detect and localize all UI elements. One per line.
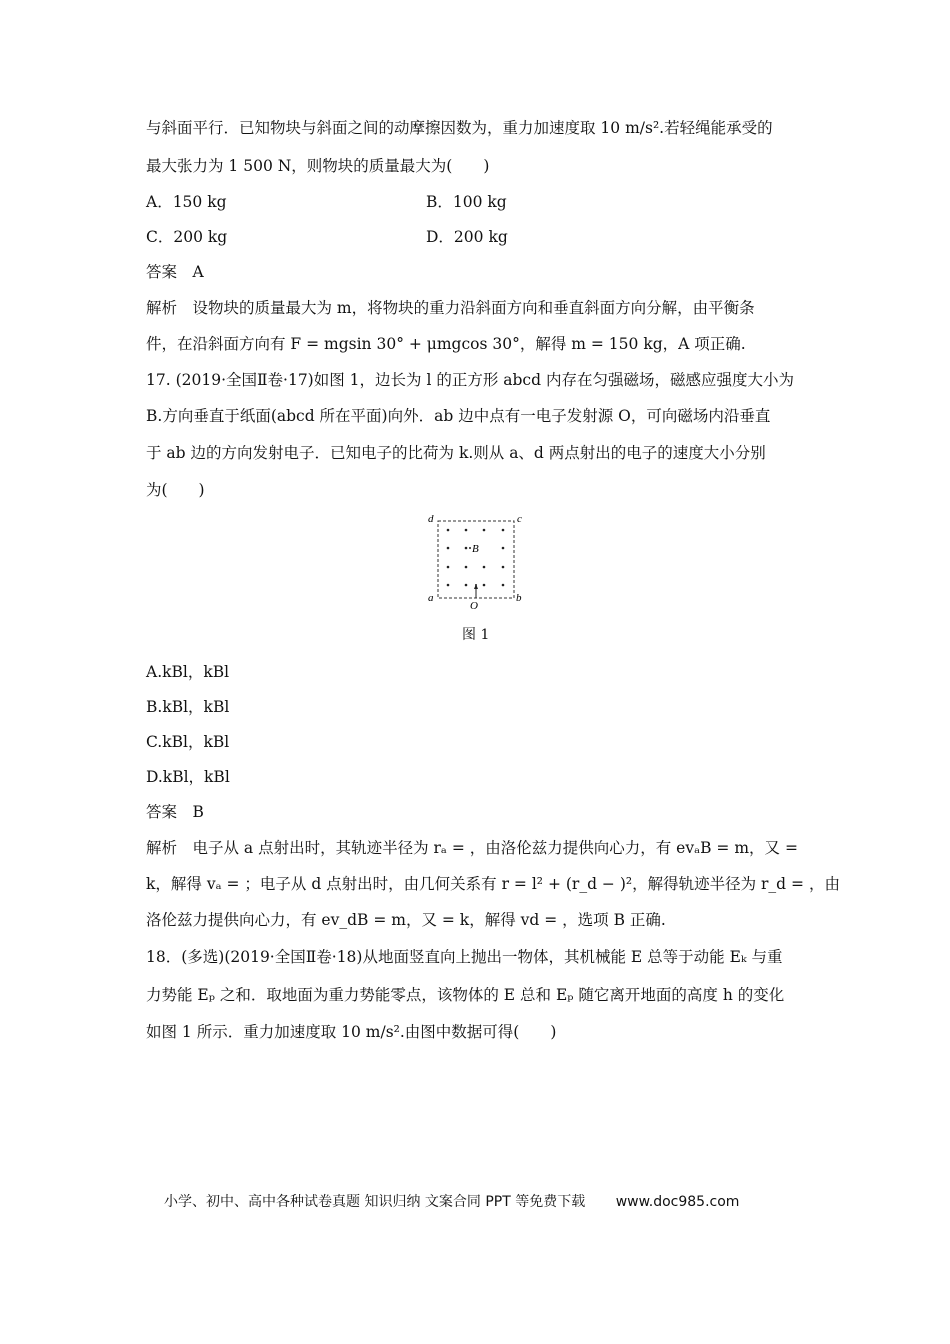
field-label-b: B xyxy=(472,543,479,555)
question-18-line: 力势能 Eₚ 之和．取地面为重力势能零点，该物体的 E 总和 Eₚ 随它离开地面的高度 h 的变化 xyxy=(146,986,785,1004)
explanation-line: 解析 设物块的质量最大为 m，将物块的重力沿斜面方向和垂直斜面方向分解，由平衡条 xyxy=(146,299,755,317)
footer-text: 小学、初中、高中各种试卷真题 知识归纳 文案合同 PPT 等免费下载 xyxy=(164,1194,586,1210)
question-17-line: B.方向垂直于纸面(abcd 所在平面)向外．ab 边中点有一电子发射源 O，可向磁场内沿垂直 xyxy=(146,407,771,425)
corner-label-a: a xyxy=(428,592,434,604)
corner-label-b: b xyxy=(516,592,522,604)
magnetic-field-figure xyxy=(424,508,530,614)
explanation-line: 洛伦兹力提供向心力，有 ev_dB = m，又 = k，解得 vd = ，选项 B 正确. xyxy=(146,911,666,929)
source-label-o: O xyxy=(470,600,478,612)
field-dots xyxy=(447,529,505,587)
text-line: 与斜面平行．已知物块与斜面之间的动摩擦因数为，重力加速度取 10 m/s².若轻绳能承受的 xyxy=(146,119,773,137)
option-d: D．200 kg xyxy=(426,228,508,246)
text-line: 最大张力为 1 500 N，则物块的质量最大为( ) xyxy=(146,157,490,175)
explanation-line: k，解得 vₐ = ；电子从 d 点射出时，由几何关系有 r = l² + (r_d − )²，解得轨迹半径为 r_d = ，由 xyxy=(146,875,840,893)
option-b: B.kBl，kBl xyxy=(146,698,230,716)
answer-17: 答案 B xyxy=(146,803,204,821)
question-17-line: 于 ab 边的方向发射电子．已知电子的比荷为 k.则从 a、d 两点射出的电子的速度大小分别 xyxy=(146,444,766,462)
question-17-line: 为( ) xyxy=(146,481,205,499)
option-b: B．100 kg xyxy=(426,193,507,211)
footer xyxy=(164,1191,739,1211)
figure-caption: 图 1 xyxy=(462,627,490,643)
option-c: C．200 kg xyxy=(146,228,228,246)
corner-label-c: c xyxy=(517,513,522,525)
explanation-line: 解析 电子从 a 点射出时，其轨迹半径为 rₐ = ，由洛伦兹力提供向心力，有 evₐB = m，又 = xyxy=(146,839,798,857)
corner-label-d: d xyxy=(428,513,434,525)
option-d: D.kBl，kBl xyxy=(146,768,230,786)
option-a: A.kBl，kBl xyxy=(146,663,230,681)
question-17-line: 17. (2019·全国Ⅱ卷·17)如图 1，边长为 l 的正方形 abcd 内存在匀强磁场，磁感应强度大小为 xyxy=(146,371,794,389)
footer-url-link[interactable]: www.doc985.com xyxy=(615,1194,740,1210)
question-18-line: 18．(多选)(2019·全国Ⅱ卷·18)从地面竖直向上抛出一物体，其机械能 E 总等于动能 Eₖ 与重 xyxy=(146,948,783,966)
question-18-line: 如图 1 所示．重力加速度取 10 m/s².由图中数据可得( ) xyxy=(146,1023,557,1041)
option-c: C.kBl，kBl xyxy=(146,733,230,751)
arrow-head-icon xyxy=(474,584,478,589)
option-a: A．150 kg xyxy=(146,193,227,211)
answer-16: 答案 A xyxy=(146,263,204,281)
explanation-line: 件，在沿斜面方向有 F = mgsin 30° + μmgcos 30°，解得 m = 150 kg，A 项正确. xyxy=(146,335,746,353)
